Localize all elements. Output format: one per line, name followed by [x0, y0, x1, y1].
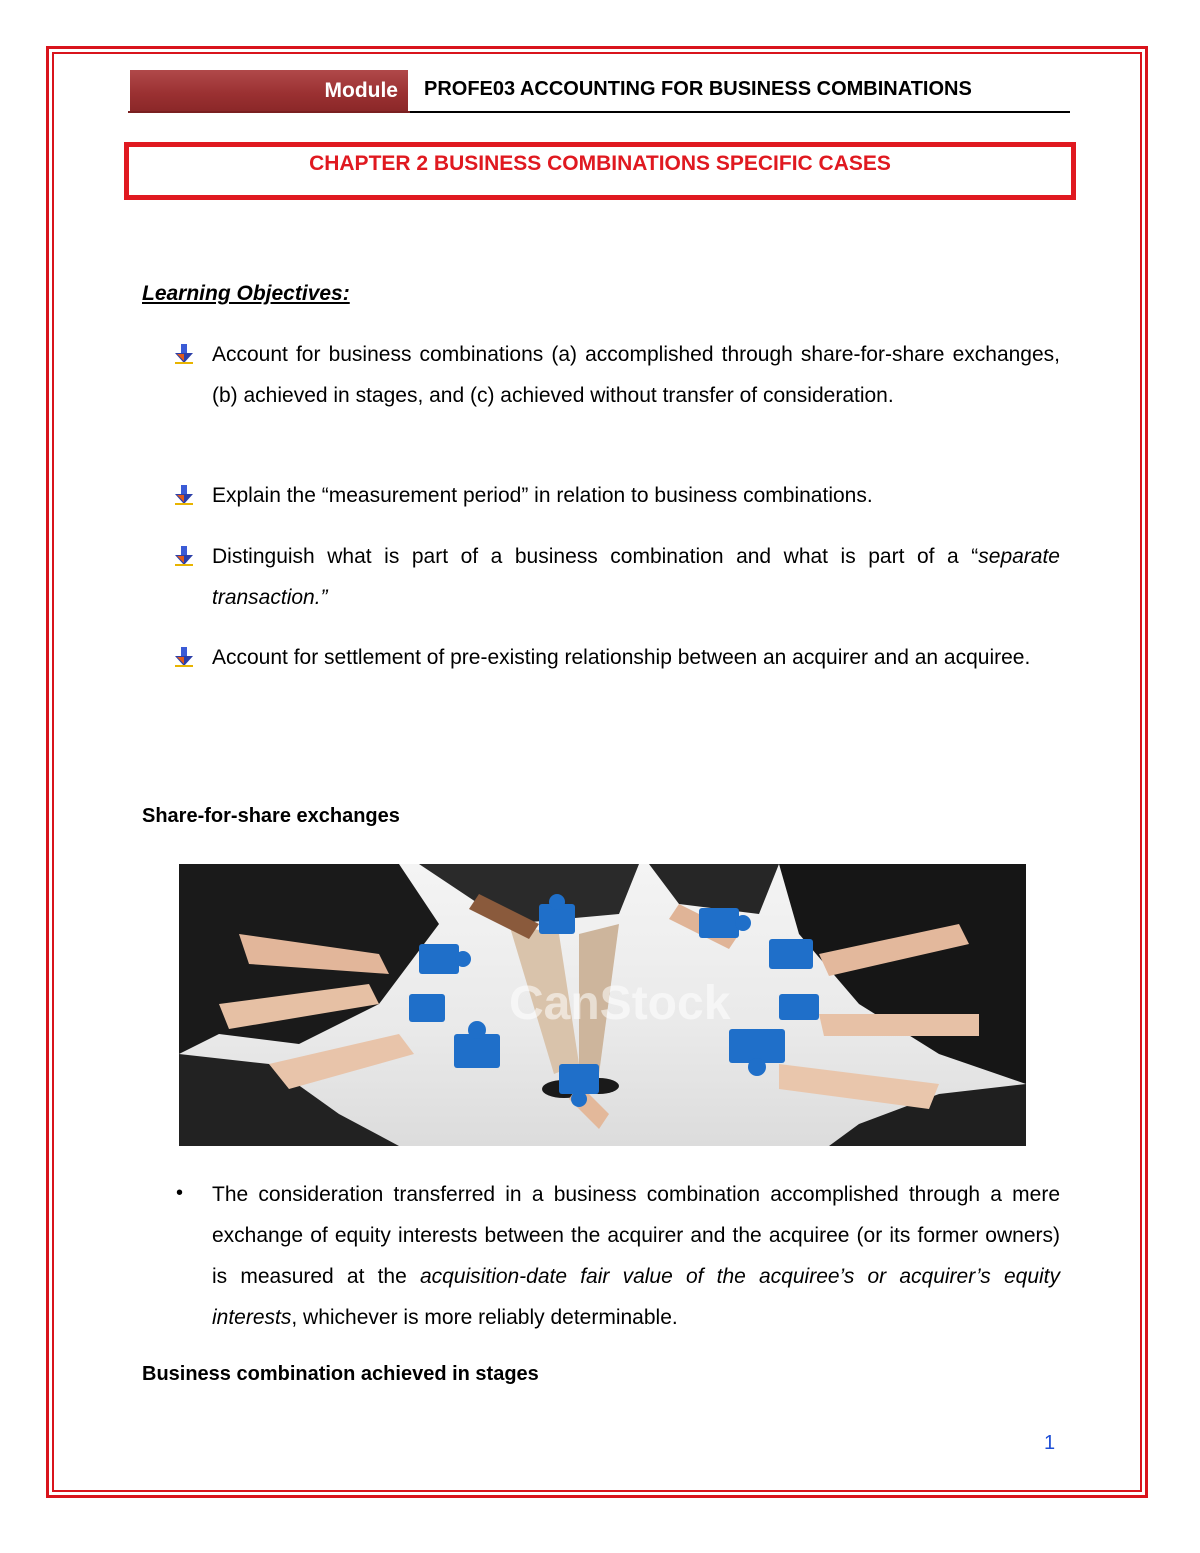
course-title: PROFE03 ACCOUNTING FOR BUSINESS COMBINATIONS — [424, 78, 972, 100]
share-exchange-text-a: The consideration transferred in a business combination accomplished through a mere exchange of equity interests between the acquirer and the acquiree (or its former owners) is measured at the — [212, 1183, 1060, 1288]
objective-3-text: Distinguish what is part of a business combination and what is part of a “ — [212, 545, 979, 568]
page-number: 1 — [1044, 1432, 1056, 1454]
section-heading-share-for-share: Share-for-share exchanges — [142, 805, 400, 827]
photo-watermark: CanStock — [509, 977, 731, 1030]
learning-objectives-heading: Learning Objectives: — [142, 282, 350, 305]
share-exchange-text-b: , whichever is more reliably determinable. — [291, 1306, 678, 1329]
header-rule — [410, 111, 1070, 113]
objective-3 — [212, 536, 1060, 618]
arrow-bullet-icon — [174, 343, 194, 365]
objective-1: Account for business combinations (a) accomplished through share-for-share exchanges, (b) achieved in stages, and (c) achieved without transfer of consideration. — [212, 343, 1060, 407]
module-label: Module — [130, 70, 408, 112]
module-underline — [128, 111, 410, 113]
section-heading-stages: Business combination achieved in stages — [142, 1363, 539, 1385]
objective-3-emphasis: separate transaction.” — [212, 545, 1060, 609]
bullet-dot: • — [176, 1182, 184, 1204]
objective-2: Explain the “measurement period” in relation to business combinations. — [212, 484, 873, 507]
share-exchange-paragraph — [212, 1174, 1060, 1338]
objective-4: Account for settlement of pre-existing relationship between an acquirer and an acquiree. — [212, 646, 1031, 669]
puzzle-hands-illustration — [179, 864, 1026, 1146]
arrow-bullet-icon — [174, 545, 194, 567]
arrow-bullet-icon — [174, 484, 194, 506]
share-exchange-emphasis: acquisition-date fair value of the acquiree’s or acquirer’s equity interests — [212, 1265, 1060, 1329]
puzzle-hands-photo — [179, 864, 1026, 1146]
arrow-bullet-icon — [174, 646, 194, 668]
chapter-title: CHAPTER 2 BUSINESS COMBINATIONS SPECIFIC CASES — [309, 152, 891, 175]
